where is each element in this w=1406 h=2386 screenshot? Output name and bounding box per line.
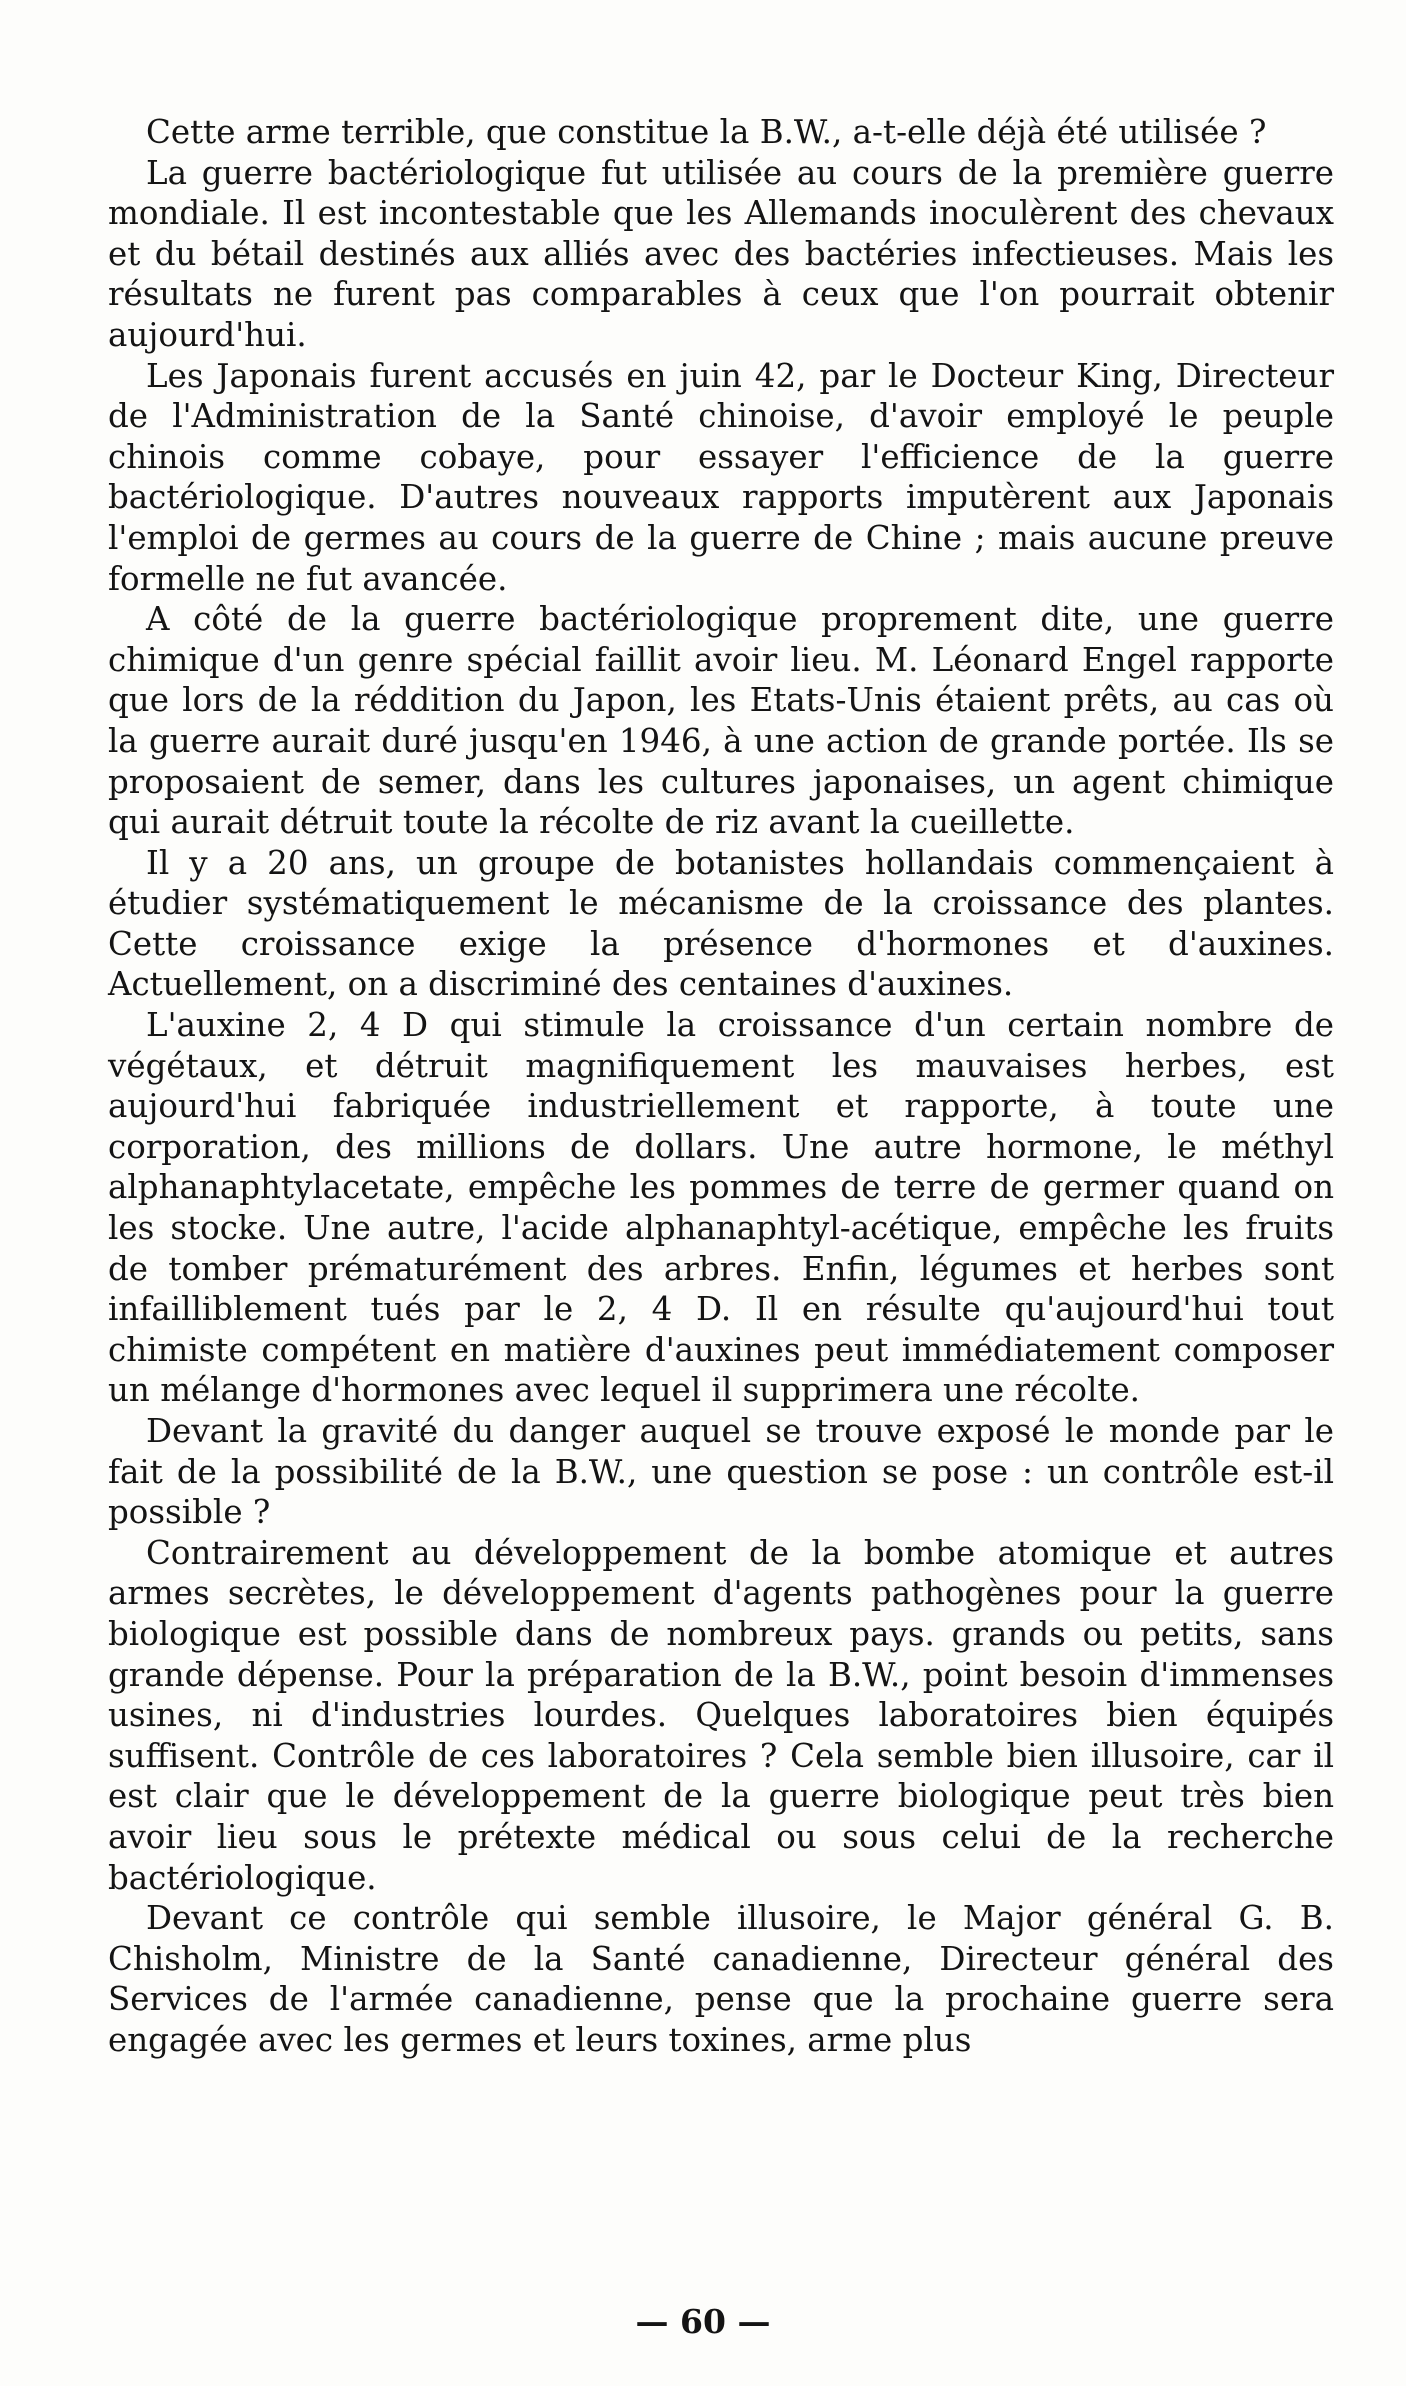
paragraph-3: Les Japonais furent accusés en juin 42, par le Docteur King, Directeur de l'Administration de la Santé chinoise, d'avoir employé le peuple chinois comme cobaye, pour essayer l'efficience de la guerre bactériologique. D'autres nouveaux rapports imputèrent aux Japonais l'emploi de germes au cours de la guerre de Chine ; mais aucune preuve formelle ne fut avancée. (108, 356, 1334, 598)
paragraph-1: Cette arme terrible, que constitue la B.W., a-t-elle déjà été utilisée ? (146, 113, 1267, 151)
body-text (108, 112, 1334, 2061)
paragraph-9: Devant ce contrôle qui semble illusoire, le Major général G. B. Chisholm, Ministre de la Santé canadienne, Directeur général des Services de l'armée canadienne, pense que la prochaine guerre sera engagée avec les germes et leurs toxines, arme plus (108, 1899, 1334, 2059)
paragraph-6: L'auxine 2, 4 D qui stimule la croissance d'un certain nombre de végétaux, et détruit magnifiquement les mauvaises herbes, est aujourd'hui fabriquée industriellement et rapporte, à toute une corporation, des millions de dollars. Une autre hormone, le méthyl alphanaphtylacetate, empêche les pommes de terre de germer quand on les stocke. Une autre, l'acide alphanaphtyl-acétique, empêche les fruits de tomber prématurément des arbres. Enfin, légumes et herbes sont infailliblement tués par le 2, 4 D. Il en résulte qu'aujourd'hui tout chimiste compétent en matière d'auxines peut immédiatement composer un mélange d'hormones avec lequel il supprimera une récolte. (108, 1006, 1334, 1410)
paragraph-7: Devant la gravité du danger auquel se trouve exposé le monde par le fait de la possibilité de la B.W., une question se pose : un contrôle est-il possible ? (108, 1412, 1334, 1532)
paragraph-2: La guerre bactériologique fut utilisée au cours de la première guerre mondiale. Il est incontestable que les Allemands inoculèrent des chevaux et du bétail destinés aux alliés avec des bactéries infectieuses. Mais les résultats ne furent pas comparables à ceux que l'on pourrait obtenir aujourd'hui. (108, 153, 1334, 354)
page-number: — 60 — (635, 2302, 771, 2341)
paragraph-4: A côté de la guerre bactériologique proprement dite, une guerre chimique d'un genre spécial faillit avoir lieu. M. Léonard Engel rapporte que lors de la réddition du Japon, les Etats-Unis étaient prêts, au cas où la guerre aurait duré jusqu'en 1946, à une action de grande portée. Ils se proposaient de semer, dans les cultures japonaises, un agent chimique qui aurait détruit toute la récolte de riz avant la cueillette. (108, 600, 1334, 842)
paragraph-5: Il y a 20 ans, un groupe de botanistes hollandais commençaient à étudier systématiquement le mécanisme de la croissance des plantes. Cette croissance exige la présence d'hormones et d'auxines. Actuellement, on a discriminé des centaines d'auxines. (108, 843, 1334, 1004)
paragraph-8: Contrairement au développement de la bombe atomique et autres armes secrètes, le développement d'agents pathogènes pour la guerre biologique est possible dans de nombreux pays. grands ou petits, sans grande dépense. Pour la préparation de la B.W., point besoin d'immenses usines, ni d'industries lourdes. Quelques laboratoires bien équipés suffisent. Contrôle de ces laboratoires ? Cela semble bien illusoire, car il est clair que le développement de la guerre biologique peut très bien avoir lieu sous le prétexte médical ou sous celui de la recherche bactériologique. (108, 1533, 1334, 1897)
